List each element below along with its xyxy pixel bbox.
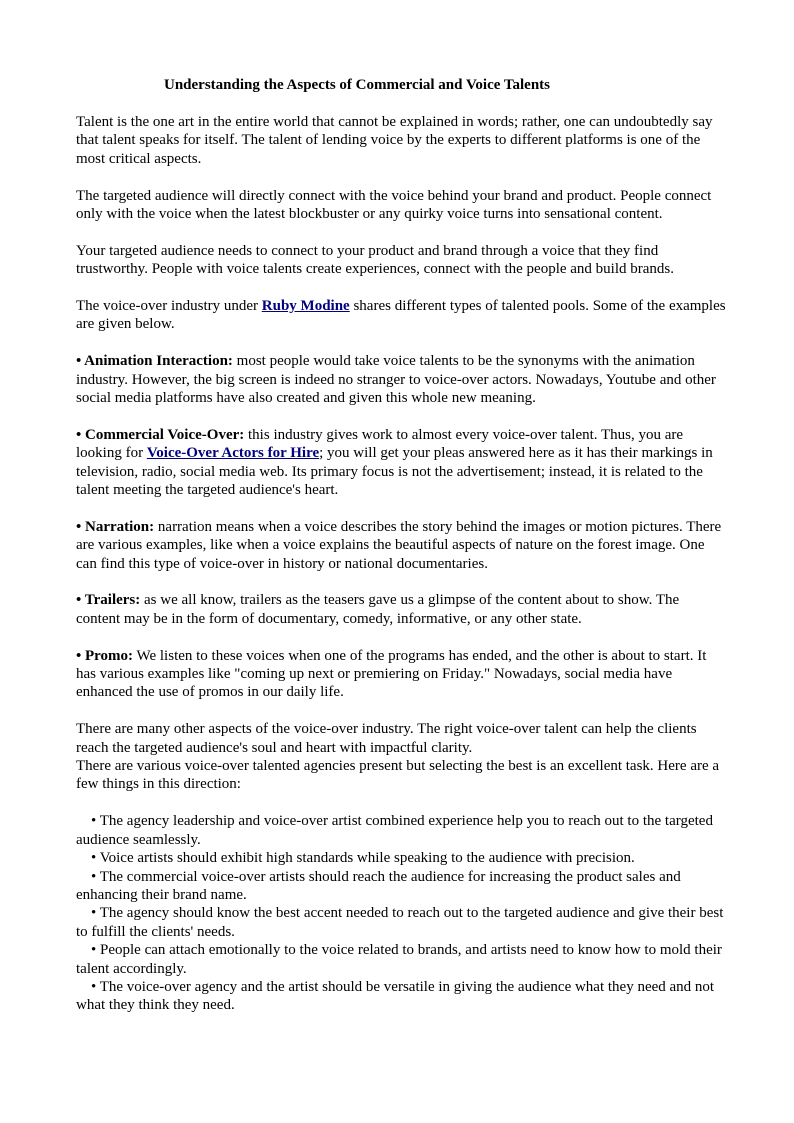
ruby-modine-link[interactable]: Ruby Modine [261, 298, 350, 315]
type-commercial-text-before: this industry gives work to almost every voice-over talent. Thus, you are looking for [76, 426, 684, 462]
intro-text-after: shares different types of talented pools. Some of the examples are given below. [76, 298, 726, 333]
document-title: Understanding the Aspects of Commercial and Voice Talents [164, 77, 551, 93]
voice-over-actors-link[interactable]: Voice-Over Actors for Hire [146, 445, 320, 462]
type-narration-label: • Narration: [76, 518, 155, 535]
paragraph-talent: Talent is the one art in the entire world that cannot be explained in words; rather, one can undoubtedly say that talent speaks for itself. The talent of lending voice by the experts to different platforms is one of the most critical aspects. [76, 114, 713, 167]
type-commercial-text-after: ; you will get your pleas answered here as it has their markings in television, radio, social media web. Its primary focus is not the advertisement; instead, it is related to the talent meeting the targeted audience's heart. [76, 445, 713, 499]
bullet-item: • The agency should know the best accent needed to reach out to the targeted audience and give their best to fulfill the clients' needs. [76, 905, 724, 940]
type-promo-text: We listen to these voices when one of the programs has ended, and the other is about to start. It has various examples like "coming up next or premiering on Friday." Nowadays, social media have enhanced the use of promos in our daily life. [76, 647, 707, 701]
type-animation-label: • Animation Interaction: [76, 353, 233, 370]
document-page [76, 76, 726, 1015]
bullet-item: • The commercial voice-over artists should reach the audience for increasing the product sales and enhancing their brand name. [76, 868, 681, 903]
type-commercial-label: • Commercial Voice-Over: [76, 426, 245, 443]
type-promo [76, 647, 726, 702]
type-narration-text: narration means when a voice describes the story behind the images or motion pictures. There are various examples, like when a voice explains the beautiful aspects of nature on the forest image. One can find this type of voice-over in history or national documentaries. [76, 518, 722, 572]
paragraph-trust: Your targeted audience needs to connect to your product and brand through a voice that they find trustworthy. People with voice talents create experiences, connect with the people and build brands. [76, 242, 675, 278]
type-promo-label: • Promo: [76, 647, 134, 664]
type-trailers-label: • Trailers: [76, 592, 141, 609]
type-animation-text: most people would take voice talents to be the synonyms with the animation industry. However, the big screen is indeed no stranger to voice-over actors. Nowadays, Youtube and other social media platforms have also created and given this whole new meaning. [76, 353, 716, 407]
bullet-item: • People can attach emotionally to the voice related to brands, and artists need to know how to mold their talent accordingly. [76, 942, 722, 977]
type-trailers-text: as we all know, trailers as the teasers gave us a glimpse of the content about to show. The content may be in the form of documentary, comedy, informative, or any other state. [76, 592, 680, 627]
type-commercial [76, 426, 726, 500]
intro-text-before: The voice-over industry under [76, 298, 262, 315]
bullet-item: • The agency leadership and voice-over artist combined experience help you to reach out to the targeted audience seamlessly. [76, 813, 713, 848]
type-narration [76, 518, 726, 573]
paragraph-intro [76, 297, 726, 334]
paragraph-audience: The targeted audience will directly connect with the voice behind your brand and product. People connect only with the voice when the latest blockbuster or any quirky voice turns into sensational content. [76, 187, 712, 223]
agency-bullet-list [76, 812, 726, 1014]
closing-paragraph-aspects: There are many other aspects of the voice-over industry. The right voice-over talent can help the clients reach the targeted audience's soul and heart with impactful clarity. [76, 721, 697, 756]
closing-paragraph-agencies: There are various voice-over talented agencies present but selecting the best is an excellent task. Here are a few things in this direction: [76, 758, 720, 793]
bullet-item: • Voice artists should exhibit high standards while speaking to the audience with precision. [91, 850, 635, 867]
type-trailers [76, 591, 726, 628]
type-animation [76, 352, 726, 407]
bullet-item: • The voice-over agency and the artist should be versatile in giving the audience what they need and not what they think they need. [76, 978, 715, 1014]
